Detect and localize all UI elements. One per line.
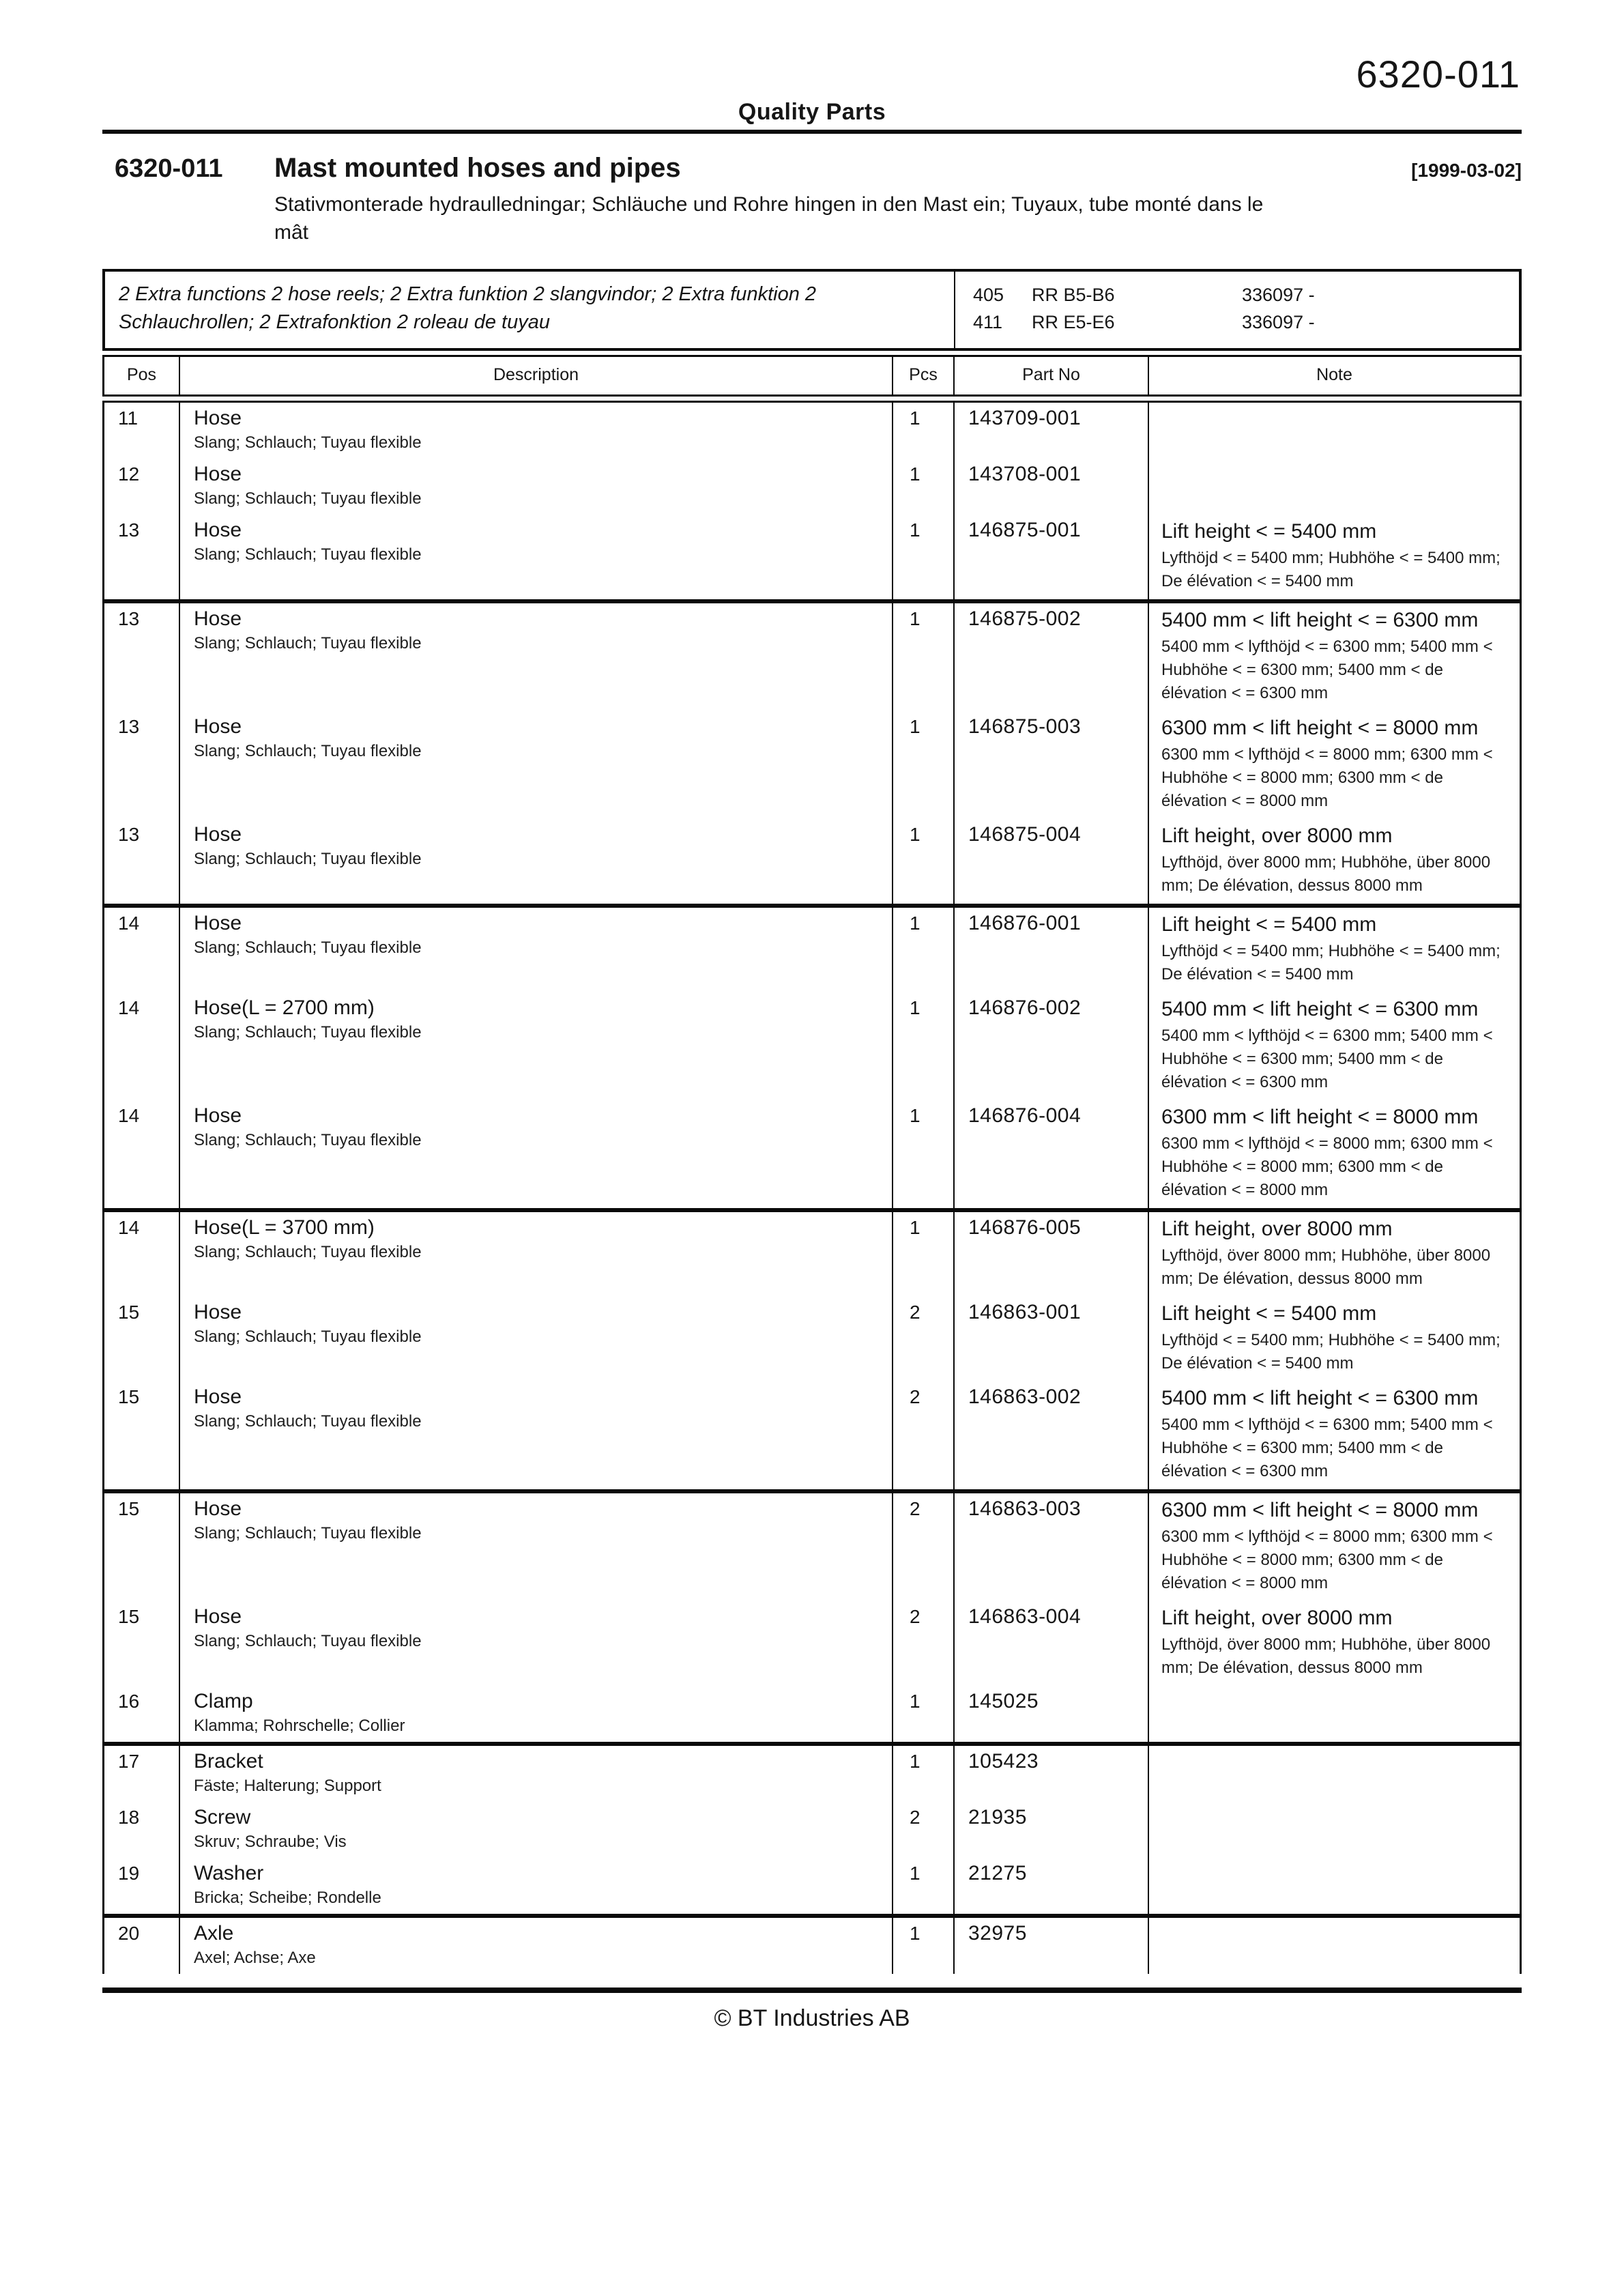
row-group xyxy=(102,1208,1522,1489)
brand-text: Quality Parts xyxy=(738,99,886,125)
pos-cell: 15 xyxy=(104,1297,180,1381)
row-group xyxy=(102,401,1522,599)
table-row xyxy=(104,603,1520,711)
row-group xyxy=(102,1489,1522,1742)
model-serial-range: 336097 - xyxy=(1242,312,1315,332)
table-row xyxy=(104,819,1520,904)
row-group xyxy=(102,1914,1522,1974)
note-translations: Lyfthöjd, över 8000 mm; Hubhöhe, über 8000 mm; De élévation, dessus 8000 mm xyxy=(1161,853,1491,895)
description-cell xyxy=(180,1858,893,1914)
description-translations: Slang; Schlauch; Tuyau flexible xyxy=(194,1632,422,1650)
description-translations: Bricka; Scheibe; Rondelle xyxy=(194,1889,381,1907)
pos-cell: 13 xyxy=(104,711,180,819)
part-no-cell: 146875-004 xyxy=(955,819,1149,904)
note-main: Lift height < = 5400 mm xyxy=(1161,1302,1377,1325)
pos-cell: 15 xyxy=(104,1381,180,1489)
note-main: 6300 mm < lift height < = 8000 mm xyxy=(1161,717,1479,739)
description-main: Hose xyxy=(194,463,242,485)
description-cell xyxy=(180,459,893,515)
note-cell xyxy=(1149,1297,1520,1381)
part-no-cell: 143709-001 xyxy=(955,403,1149,459)
note-cell xyxy=(1149,603,1520,711)
part-no-cell: 146875-002 xyxy=(955,603,1149,711)
description-cell xyxy=(180,1100,893,1208)
row-group xyxy=(102,599,1522,904)
table-row xyxy=(104,992,1520,1100)
part-no-cell: 146876-001 xyxy=(955,908,1149,992)
pos-cell: 17 xyxy=(104,1746,180,1802)
section-number: 6320-011 xyxy=(115,154,223,183)
description-translations: Slang; Schlauch; Tuyau flexible xyxy=(194,1131,422,1149)
description-translations: Slang; Schlauch; Tuyau flexible xyxy=(194,1412,422,1431)
pcs-cell: 1 xyxy=(893,1918,955,1974)
description-translations: Slang; Schlauch; Tuyau flexible xyxy=(194,634,422,652)
note-cell xyxy=(1149,992,1520,1100)
note-translations: 5400 mm < lyfthöjd < = 6300 mm; 5400 mm < Hubhöhe < = 6300 mm; 5400 mm < de élévation < = 6300 mm xyxy=(1161,1027,1493,1091)
header-rule xyxy=(102,130,1522,134)
note-translations: Lyfthöjd, över 8000 mm; Hubhöhe, über 8000 mm; De élévation, dessus 8000 mm xyxy=(1161,1635,1491,1677)
pos-cell: 13 xyxy=(104,603,180,711)
pcs-cell: 1 xyxy=(893,515,955,599)
pos-cell: 20 xyxy=(104,1918,180,1974)
pos-cell: 14 xyxy=(104,1100,180,1208)
note-cell xyxy=(1149,1493,1520,1601)
note-translations: 6300 mm < lyfthöjd < = 8000 mm; 6300 mm < Hubhöhe < = 8000 mm; 6300 mm < de élévation < = 8000 mm xyxy=(1161,1134,1493,1199)
note-cell xyxy=(1149,1858,1520,1914)
description-main: Axle xyxy=(194,1922,234,1945)
description-translations: Slang; Schlauch; Tuyau flexible xyxy=(194,850,422,868)
column-header-description: Description xyxy=(180,357,893,394)
description-main: Hose(L = 3700 mm) xyxy=(194,1216,375,1239)
pos-cell: 18 xyxy=(104,1802,180,1858)
description-cell xyxy=(180,992,893,1100)
copyright-text: © BT Industries AB xyxy=(714,2005,910,2031)
note-main: Lift height, over 8000 mm xyxy=(1161,824,1393,847)
description-translations: Slang; Schlauch; Tuyau flexible xyxy=(194,938,422,957)
description-main: Hose xyxy=(194,1497,242,1520)
page-masthead xyxy=(102,34,1522,130)
description-translations: Slang; Schlauch; Tuyau flexible xyxy=(194,1524,422,1542)
description-translations: Slang; Schlauch; Tuyau flexible xyxy=(194,1328,422,1346)
table-row xyxy=(104,1297,1520,1381)
pos-cell: 13 xyxy=(104,819,180,904)
part-no-cell: 145025 xyxy=(955,1686,1149,1742)
part-no-cell: 32975 xyxy=(955,1918,1149,1974)
description-cell xyxy=(180,1918,893,1974)
table-row xyxy=(104,1100,1520,1208)
description-cell xyxy=(180,1493,893,1601)
description-cell xyxy=(180,1212,893,1297)
note-main: Lift height, over 8000 mm xyxy=(1161,1607,1393,1629)
description-main: Hose xyxy=(194,823,242,846)
model-designation: RR B5-B6 xyxy=(1032,285,1115,305)
pos-cell: 14 xyxy=(104,1212,180,1297)
column-header-pcs: Pcs xyxy=(893,357,955,394)
pcs-cell: 1 xyxy=(893,992,955,1100)
model-code: 405 xyxy=(973,285,1004,305)
variant-description: 2 Extra functions 2 hose reels; 2 Extra funktion 2 slangvindor; 2 Extra funktion 2 Schlauchrollen; 2 Extrafonktion 2 roleau de tuyau xyxy=(105,272,955,348)
pcs-cell: 2 xyxy=(893,1493,955,1601)
part-no-cell: 21935 xyxy=(955,1802,1149,1858)
part-no-cell: 146875-003 xyxy=(955,711,1149,819)
note-cell xyxy=(1149,908,1520,992)
pcs-cell: 2 xyxy=(893,1297,955,1381)
description-translations: Slang; Schlauch; Tuyau flexible xyxy=(194,742,422,760)
table-row xyxy=(104,1601,1520,1686)
pcs-cell: 1 xyxy=(893,819,955,904)
description-main: Clamp xyxy=(194,1690,253,1712)
note-main: 6300 mm < lift height < = 8000 mm xyxy=(1161,1106,1479,1128)
variant-model-row xyxy=(973,281,1519,308)
pos-cell: 15 xyxy=(104,1601,180,1686)
description-translations: Klamma; Rohrschelle; Collier xyxy=(194,1717,405,1735)
description-main: Washer xyxy=(194,1862,264,1884)
description-translations: Slang; Schlauch; Tuyau flexible xyxy=(194,1243,422,1261)
part-no-cell: 146876-004 xyxy=(955,1100,1149,1208)
note-cell xyxy=(1149,1686,1520,1742)
column-header-note: Note xyxy=(1316,365,1352,384)
note-cell xyxy=(1149,1746,1520,1802)
part-no-cell: 146863-004 xyxy=(955,1601,1149,1686)
note-main: 6300 mm < lift height < = 8000 mm xyxy=(1161,1499,1479,1521)
column-header-part-no: Part No xyxy=(955,357,1149,394)
pcs-cell: 2 xyxy=(893,1601,955,1686)
description-cell xyxy=(180,1802,893,1858)
note-cell xyxy=(1149,819,1520,904)
pos-cell: 15 xyxy=(104,1493,180,1601)
pos-cell: 14 xyxy=(104,908,180,992)
table-row xyxy=(104,1212,1520,1297)
revision-date: [1999-03-02] xyxy=(1411,160,1522,181)
row-group xyxy=(102,904,1522,1208)
description-main: Hose xyxy=(194,607,242,630)
table-row xyxy=(104,711,1520,819)
table-row xyxy=(104,1381,1520,1489)
note-translations: Lyfthöjd < = 5400 mm; Hubhöhe < = 5400 mm; De élévation < = 5400 mm xyxy=(1161,549,1500,590)
description-cell xyxy=(180,819,893,904)
page-subtitle: Stativmonterade hydraulledningar; Schläuche und Rohre hingen in den Mast ein; Tuyaux, tube monté dans le mât xyxy=(274,193,1264,244)
note-cell xyxy=(1149,403,1520,459)
pcs-cell: 1 xyxy=(893,908,955,992)
parts-table-body xyxy=(102,401,1522,1974)
description-translations: Slang; Schlauch; Tuyau flexible xyxy=(194,489,422,508)
variant-model-list xyxy=(955,272,1519,348)
note-translations: Lyfthöjd < = 5400 mm; Hubhöhe < = 5400 mm; De élévation < = 5400 mm xyxy=(1161,942,1500,984)
part-no-cell: 21275 xyxy=(955,1858,1149,1914)
note-main: Lift height < = 5400 mm xyxy=(1161,913,1377,936)
note-translations: Lyfthöjd, över 8000 mm; Hubhöhe, über 8000 mm; De élévation, dessus 8000 mm xyxy=(1161,1246,1491,1288)
table-row xyxy=(104,515,1520,599)
note-cell xyxy=(1149,1601,1520,1686)
description-main: Hose xyxy=(194,519,242,541)
table-row xyxy=(104,908,1520,992)
description-translations: Slang; Schlauch; Tuyau flexible xyxy=(194,545,422,564)
part-no-cell: 143708-001 xyxy=(955,459,1149,515)
description-main: Bracket xyxy=(194,1750,263,1773)
variant-box xyxy=(102,269,1522,351)
part-no-cell: 146876-002 xyxy=(955,992,1149,1100)
part-no-cell: 146863-003 xyxy=(955,1493,1149,1601)
pos-cell: 14 xyxy=(104,992,180,1100)
pos-cell: 12 xyxy=(104,459,180,515)
description-translations: Fäste; Halterung; Support xyxy=(194,1777,381,1795)
note-main: 5400 mm < lift height < = 6300 mm xyxy=(1161,1387,1479,1409)
description-cell xyxy=(180,403,893,459)
description-cell xyxy=(180,1601,893,1686)
description-main: Hose xyxy=(194,1301,242,1323)
description-cell xyxy=(180,711,893,819)
pcs-cell: 1 xyxy=(893,1746,955,1802)
description-cell xyxy=(180,1381,893,1489)
description-main: Hose xyxy=(194,715,242,738)
table-row xyxy=(104,1858,1520,1914)
description-main: Hose xyxy=(194,912,242,934)
page-title: Mast mounted hoses and pipes xyxy=(274,153,681,183)
pos-cell: 13 xyxy=(104,515,180,599)
description-cell xyxy=(180,908,893,992)
model-serial-range: 336097 - xyxy=(1242,285,1315,305)
note-cell xyxy=(1149,1381,1520,1489)
pcs-cell: 2 xyxy=(893,1802,955,1858)
table-row xyxy=(104,1918,1520,1974)
note-cell xyxy=(1149,1100,1520,1208)
table-row xyxy=(104,1802,1520,1858)
note-cell xyxy=(1149,1802,1520,1858)
pcs-cell: 1 xyxy=(893,1858,955,1914)
note-cell xyxy=(1149,711,1520,819)
pcs-cell: 1 xyxy=(893,459,955,515)
note-translations: 5400 mm < lyfthöjd < = 6300 mm; 5400 mm < Hubhöhe < = 6300 mm; 5400 mm < de élévation < = 6300 mm xyxy=(1161,1416,1493,1480)
description-main: Hose xyxy=(194,1104,242,1127)
description-translations: Axel; Achse; Axe xyxy=(194,1949,316,1967)
note-translations: 6300 mm < lyfthöjd < = 8000 mm; 6300 mm < Hubhöhe < = 8000 mm; 6300 mm < de élévation < = 8000 mm xyxy=(1161,745,1493,810)
pos-cell: 16 xyxy=(104,1686,180,1742)
table-row xyxy=(104,403,1520,459)
part-no-cell: 146863-002 xyxy=(955,1381,1149,1489)
description-translations: Slang; Schlauch; Tuyau flexible xyxy=(194,1023,422,1042)
model-code: 411 xyxy=(973,312,1003,332)
row-group xyxy=(102,1742,1522,1914)
description-cell xyxy=(180,603,893,711)
title-row xyxy=(102,153,1522,184)
note-translations: 5400 mm < lyfthöjd < = 6300 mm; 5400 mm < Hubhöhe < = 6300 mm; 5400 mm < de élévation < = 6300 mm xyxy=(1161,637,1493,702)
note-main: 5400 mm < lift height < = 6300 mm xyxy=(1161,998,1479,1020)
note-translations: Lyfthöjd < = 5400 mm; Hubhöhe < = 5400 mm; De élévation < = 5400 mm xyxy=(1161,1331,1500,1373)
description-cell xyxy=(180,515,893,599)
description-main: Hose xyxy=(194,1386,242,1408)
part-no-cell: 146875-001 xyxy=(955,515,1149,599)
pos-cell: 11 xyxy=(104,403,180,459)
table-row xyxy=(104,459,1520,515)
note-cell xyxy=(1149,515,1520,599)
pcs-cell: 1 xyxy=(893,403,955,459)
pos-cell: 19 xyxy=(104,1858,180,1914)
description-cell xyxy=(180,1686,893,1742)
table-row xyxy=(104,1686,1520,1742)
note-translations: 6300 mm < lyfthöjd < = 8000 mm; 6300 mm < Hubhöhe < = 8000 mm; 6300 mm < de élévation < = 8000 mm xyxy=(1161,1527,1493,1592)
description-main: Hose(L = 2700 mm) xyxy=(194,996,375,1019)
description-cell xyxy=(180,1746,893,1802)
footer-rule xyxy=(102,1988,1522,1993)
note-cell xyxy=(1149,1918,1520,1974)
pcs-cell: 1 xyxy=(893,603,955,711)
table-row xyxy=(104,1493,1520,1601)
model-designation: RR E5-E6 xyxy=(1032,312,1115,332)
table-row xyxy=(104,1746,1520,1802)
note-main: Lift height, over 8000 mm xyxy=(1161,1218,1393,1240)
description-translations: Skruv; Schraube; Vis xyxy=(194,1833,347,1851)
description-main: Screw xyxy=(194,1806,251,1828)
note-cell xyxy=(1149,1212,1520,1297)
part-no-cell: 146863-001 xyxy=(955,1297,1149,1381)
description-translations: Slang; Schlauch; Tuyau flexible xyxy=(194,433,422,452)
pcs-cell: 1 xyxy=(893,1212,955,1297)
table-column-headers xyxy=(102,355,1522,397)
note-main: 5400 mm < lift height < = 6300 mm xyxy=(1161,609,1479,631)
note-main: Lift height < = 5400 mm xyxy=(1161,520,1377,543)
variant-model-row xyxy=(973,308,1519,336)
description-cell xyxy=(180,1297,893,1381)
part-no-cell: 146876-005 xyxy=(955,1212,1149,1297)
pcs-cell: 1 xyxy=(893,1100,955,1208)
document-number: 6320-011 xyxy=(1356,53,1520,96)
pcs-cell: 1 xyxy=(893,1686,955,1742)
description-main: Hose xyxy=(194,1605,242,1628)
part-no-cell: 105423 xyxy=(955,1746,1149,1802)
description-main: Hose xyxy=(194,407,242,429)
pcs-cell: 2 xyxy=(893,1381,955,1489)
column-header-pos: Pos xyxy=(104,357,180,394)
note-cell xyxy=(1149,459,1520,515)
pcs-cell: 1 xyxy=(893,711,955,819)
